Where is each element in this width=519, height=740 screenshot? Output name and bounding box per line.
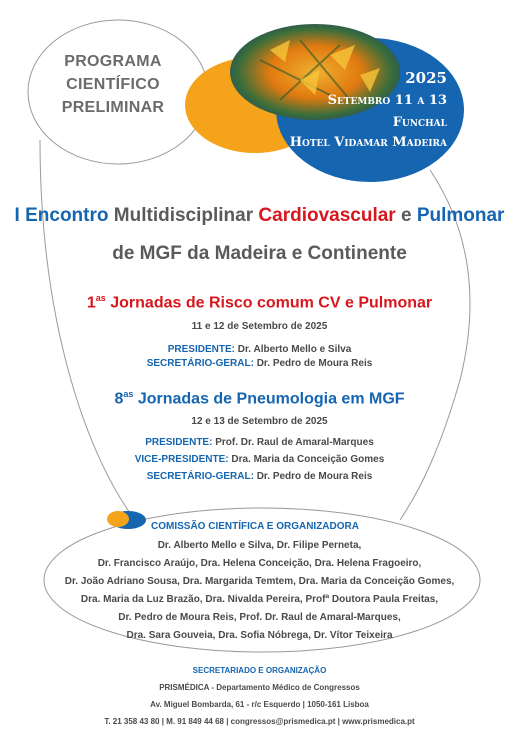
jornada2-name: Jornadas de Pneumologia em MGF xyxy=(133,390,405,408)
role-label: SECRETÁRIO-GERAL: xyxy=(146,471,254,482)
event-city: Funchal xyxy=(392,115,447,130)
role-name: Dr. Alberto Mello e Silva xyxy=(234,344,352,355)
role-name: Dra. Maria da Conceição Gomes xyxy=(228,454,385,465)
program-label xyxy=(38,50,188,119)
jornada2-role xyxy=(0,471,519,482)
commission-member-line: Dra. Sara Gouveia, Dra. Sofia Nóbrega, Dr. Vítor Teixeira xyxy=(126,630,393,641)
role-name: Prof. Dr. Raul de Amaral-Marques xyxy=(212,437,374,448)
commission-member-line: Dr. Francisco Araújo, Dra. Helena Conceição, Dra. Helena Fragoeiro, xyxy=(97,558,422,569)
jornada2-role xyxy=(0,454,519,465)
role-label: VICE-PRESIDENTE: xyxy=(134,454,229,465)
role-label: PRESIDENTE: xyxy=(145,437,213,448)
commission-member-line: Dr. Alberto Mello e Silva, Dr. Filipe Perneta, xyxy=(157,540,362,551)
secretariat-line: Av. Miguel Bombarda, 61 - r/c Esquerdo | 1050-161 Lisboa xyxy=(150,700,369,709)
title-part: Multidisciplinar xyxy=(108,205,259,226)
role-name: Dr. Pedro de Moura Reis xyxy=(253,358,373,369)
program-label-line: PROGRAMA xyxy=(64,53,162,70)
role-label: PRESIDENTE: xyxy=(167,344,235,355)
jornada2-dates: 12 e 13 de Setembro de 2025 xyxy=(191,416,328,427)
jornada1-ordinal: 1 xyxy=(86,294,96,312)
jornada1-name: Jornadas de Risco comum CV e Pulmonar xyxy=(105,294,433,312)
title-part: Cardiovascular xyxy=(258,205,396,226)
jornada1-dates: 11 e 12 de Setembro de 2025 xyxy=(191,321,328,332)
title-part: Pulmonar xyxy=(416,205,505,226)
event-venue: Hotel Vidamar Madeira xyxy=(289,135,447,150)
commission-member-line: Dr. João Adriano Sousa, Dra. Margarida Temtem, Dra. Maria da Conceição Gomes, xyxy=(64,576,455,587)
main-subtitle: de MGF da Madeira e Continente xyxy=(112,243,407,264)
jornada2-title xyxy=(0,389,519,408)
jornada2-ordinal: 8 xyxy=(114,390,124,408)
program-label-line: PRELIMINAR xyxy=(61,99,165,116)
secretariat-line: PRISMÉDICA - Departamento Médico de Congressos xyxy=(159,683,360,692)
jornada2-role xyxy=(0,437,519,448)
event-year: 2025 xyxy=(405,69,447,87)
secretariat-title: SECRETARIADO E ORGANIZAÇÃO xyxy=(192,666,327,675)
jornada1-role xyxy=(0,358,519,369)
title-part: e xyxy=(395,205,417,226)
title-part: I Encontro xyxy=(14,205,109,226)
commission-member-line: Dr. Pedro de Moura Reis, Prof. Dr. Raul de Amaral-Marques, xyxy=(118,612,401,623)
jornada2-ordinal-suffix: as xyxy=(123,389,134,399)
event-dates: Setembro 11 a 13 xyxy=(327,93,447,108)
main-title xyxy=(0,205,519,227)
jornada1-title xyxy=(0,293,519,312)
program-label-line: CIENTÍFICO xyxy=(66,76,160,93)
secretariat-contact: T. 21 358 43 80 | M. 91 849 44 68 | congressos@prismedica.pt | www.prismedica.pt xyxy=(104,717,415,726)
role-name: Dr. Pedro de Moura Reis xyxy=(253,471,373,482)
jornada1-role xyxy=(0,344,519,355)
commission-member-line: Dra. Maria da Luz Brazão, Dra. Nivalda Pereira, Profª Doutora Paula Freitas, xyxy=(80,594,439,605)
jornada1-ordinal-suffix: as xyxy=(95,293,106,303)
commission-title: COMISSÃO CIENTÍFICA E ORGANIZADORA xyxy=(151,521,359,532)
role-label: SECRETÁRIO-GERAL: xyxy=(146,358,254,369)
